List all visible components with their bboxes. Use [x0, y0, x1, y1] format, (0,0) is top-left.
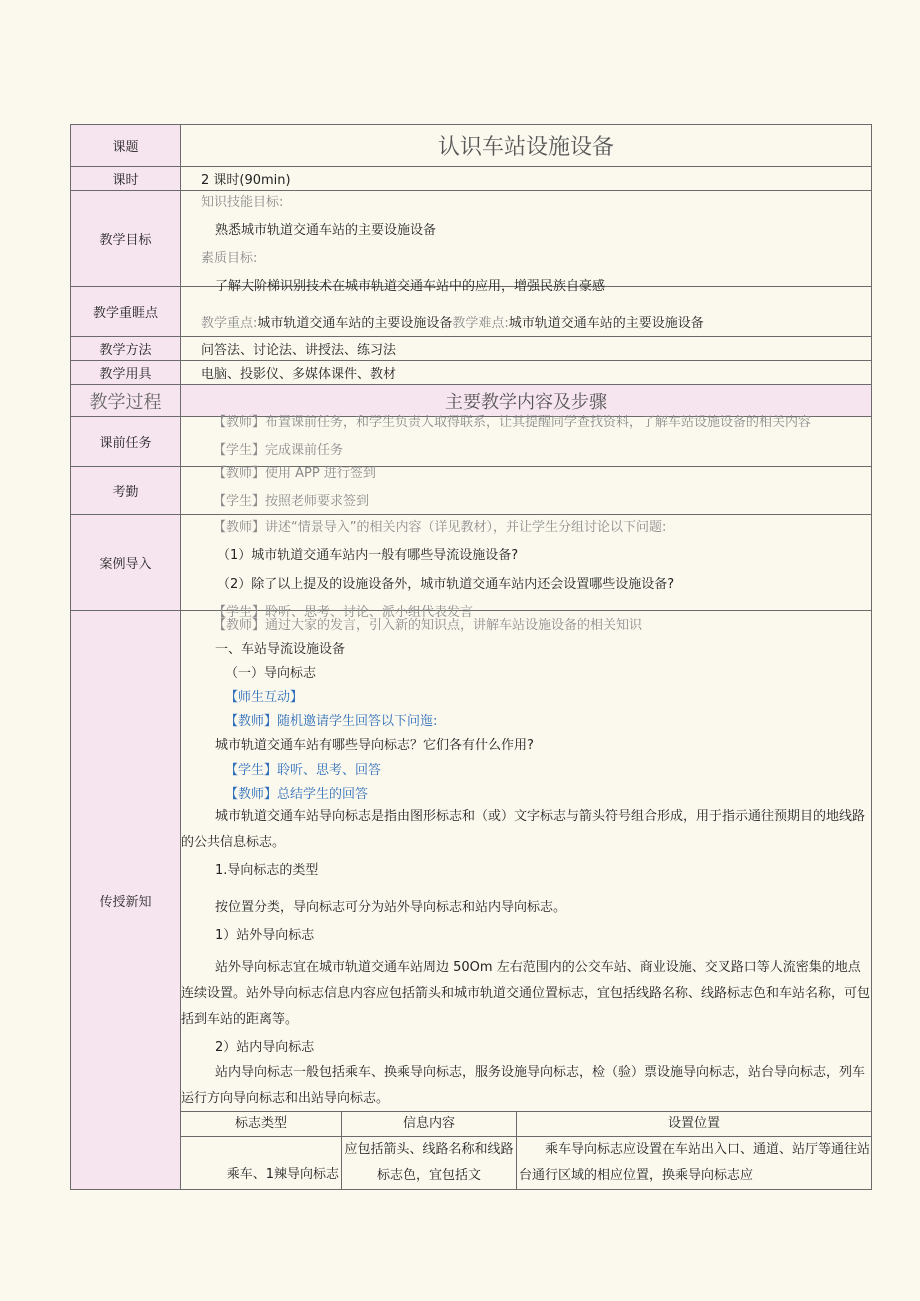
row-case — [71, 515, 871, 620]
teach-intro: 【教师】通过大家的发言，引入新的知识点，讲解车站设施设备的相关知识 — [213, 618, 643, 633]
section-1: 一、车站导流设施设备 — [215, 642, 346, 657]
types-intro: 按位置分类，导向标志可分为站外导向标志和站内导向标志。 — [215, 900, 567, 915]
pre-task-label: 课前任务 — [71, 417, 181, 466]
teacher-summary: 【教师】总结学生的回答 — [225, 787, 369, 802]
position-line-2: 台通行区域的相应位置，换乘导向标志应 — [519, 1168, 754, 1183]
topic-label: 课题 — [71, 125, 181, 166]
position-line-1: 乘车导向标志应设置在车站出入口、通道、站厅等通往站 — [545, 1142, 871, 1157]
cell-position — [517, 1137, 871, 1189]
row-goals — [71, 191, 871, 294]
methods-label: 教学方法 — [71, 337, 181, 360]
row-topic — [71, 125, 871, 167]
goals-quality-heading: 素质目标: — [201, 251, 258, 266]
row-attendance — [71, 467, 871, 515]
inside-paragraph: 站内导向标志一般包括乘车、换乘导向标志，服务设施导向标志，检（验）票设施导向标志，站台导向标志，列车运行方向导向标志和出站导向标志。 — [181, 1065, 866, 1106]
goals-value — [181, 191, 871, 294]
question: 城市轨道交通车站有哪些导向标志？它们各有什么作用? — [215, 738, 534, 753]
row-process-header — [71, 385, 871, 417]
pre-task-student: 【学生】完成课前任务 — [213, 443, 344, 458]
lesson-plan-table — [70, 124, 872, 1190]
case-value — [181, 515, 871, 620]
keypoints-line — [201, 315, 704, 333]
goals-knowledge-heading: 知识技能目标: — [201, 195, 284, 210]
goals-quality: 了解大阶梯识别技术在城市轨道交通车站中的应用，增强民族自豪感 — [215, 279, 606, 294]
attendance-label: 考勤 — [71, 467, 181, 514]
row-hours — [71, 167, 871, 191]
row-keypoints — [71, 287, 871, 337]
sign-table-header-row — [181, 1112, 871, 1137]
teacher-ask: 【教师】随机邀请学生回答以下问迤: — [225, 714, 438, 729]
keypoint-text: 城市轨道交通车站的主要设施设备 — [257, 316, 453, 331]
info-line-2: 标志色，宜包括文 — [376, 1168, 481, 1183]
cell-info-content — [342, 1137, 517, 1189]
attendance-student: 【学生】按照老师要求签到 — [213, 494, 370, 509]
attendance-value — [181, 467, 871, 514]
inside-heading: 2）站内导向标志 — [215, 1040, 315, 1055]
pre-task-value — [181, 417, 871, 466]
attendance-teacher: 【教师】使用 APP 进行签到 — [213, 466, 376, 481]
methods-value: 问答法、讨论法、讲授法、练习法 — [201, 343, 397, 358]
goals-knowledge: 熟悉城市轨道交通车站的主要设施设备 — [215, 223, 437, 238]
outside-paragraph: 站外导向标志宜在城市轨道交通车站周边 50Om 左右范围内的公交车站、商业设施、交叉路口等人流密集的地点连续设置。站外导向标志信息内容应包括箭头和城市轨道交通位置标志，宜包括线路名称、线路标志色和车站名称，可包括到车站的距离等。 — [181, 960, 871, 1027]
row-teach — [71, 611, 871, 1189]
hours-value: 2 课时(90min) — [201, 173, 291, 188]
table-row — [181, 1137, 871, 1189]
case-q1: （1）城市轨道交通车站内一般有哪些导流设施设备? — [217, 548, 519, 563]
cell-sign-type — [181, 1137, 342, 1189]
header-sign-type: 标志类型 — [181, 1112, 342, 1136]
sign-type-text: 乘车、1辣导向标志 — [226, 1167, 339, 1182]
student-answer: 【学生】聆听、思考、回答 — [225, 763, 382, 778]
tools-value: 电脑、投影仪、多媒体课件、教材 — [201, 367, 397, 382]
topic-title: 认识车站设施设备 — [437, 135, 614, 160]
teach-value — [181, 611, 871, 1189]
teach-label: 传授新知 — [71, 611, 181, 1189]
header-info-content: 信息内容 — [342, 1112, 517, 1136]
types-heading: 1.导向标志的类型 — [215, 863, 319, 878]
goals-label: 教学目标 — [71, 191, 181, 286]
process-left-header: 教学过程 — [71, 385, 181, 416]
row-tools — [71, 361, 871, 385]
process-right-header: 主要教学内容及步骤 — [181, 385, 871, 416]
definition-paragraph: 城市轨道交通车站导向标志是指由图形标志和（或）文字标志与箭头符号组合形成，用于指示通往预期目的地线路的公共信息标志。 — [181, 809, 866, 850]
pre-task-teacher: 【教师】布置课前任务，和学生负责人取得联系，让其提醒同学查找资料，了解车站设施设备的相关内容 — [213, 415, 812, 430]
tools-label: 教学用具 — [71, 361, 181, 384]
interaction-tag: 【师生互动】 — [225, 690, 304, 705]
case-label: 案例导入 — [71, 515, 181, 610]
difficulty-heading: 教学难点: — [452, 316, 509, 331]
outside-heading: 1）站外导向标志 — [215, 928, 315, 943]
case-q2: （2）除了以上提及的设施设备外，城市轨道交通车站内还会设置哪些设施设备? — [217, 577, 675, 592]
keypoint-heading: 教学重点: — [201, 316, 258, 331]
keypoints-label: 教学重睚点 — [71, 287, 181, 336]
row-pre-task — [71, 417, 871, 467]
keypoints-value — [181, 287, 871, 336]
info-line-1: 应包括箭头、线路名称和线路 — [344, 1142, 514, 1157]
sign-type-table — [181, 1111, 871, 1189]
header-position: 设置位置 — [667, 1116, 720, 1131]
row-methods — [71, 337, 871, 361]
section-1-1: （一）导向标志 — [225, 666, 317, 681]
case-teacher: 【教师】讲述“情景导入”的相关内容（详见教材），并让学生分组讨论以下问题: — [213, 520, 667, 535]
hours-label: 课时 — [71, 167, 181, 190]
case-student: 【学生】聆听、思考、讨论、派小组代表发言 — [213, 605, 474, 620]
difficulty-text: 城市轨道交通车站的主要设施设备 — [508, 316, 704, 331]
